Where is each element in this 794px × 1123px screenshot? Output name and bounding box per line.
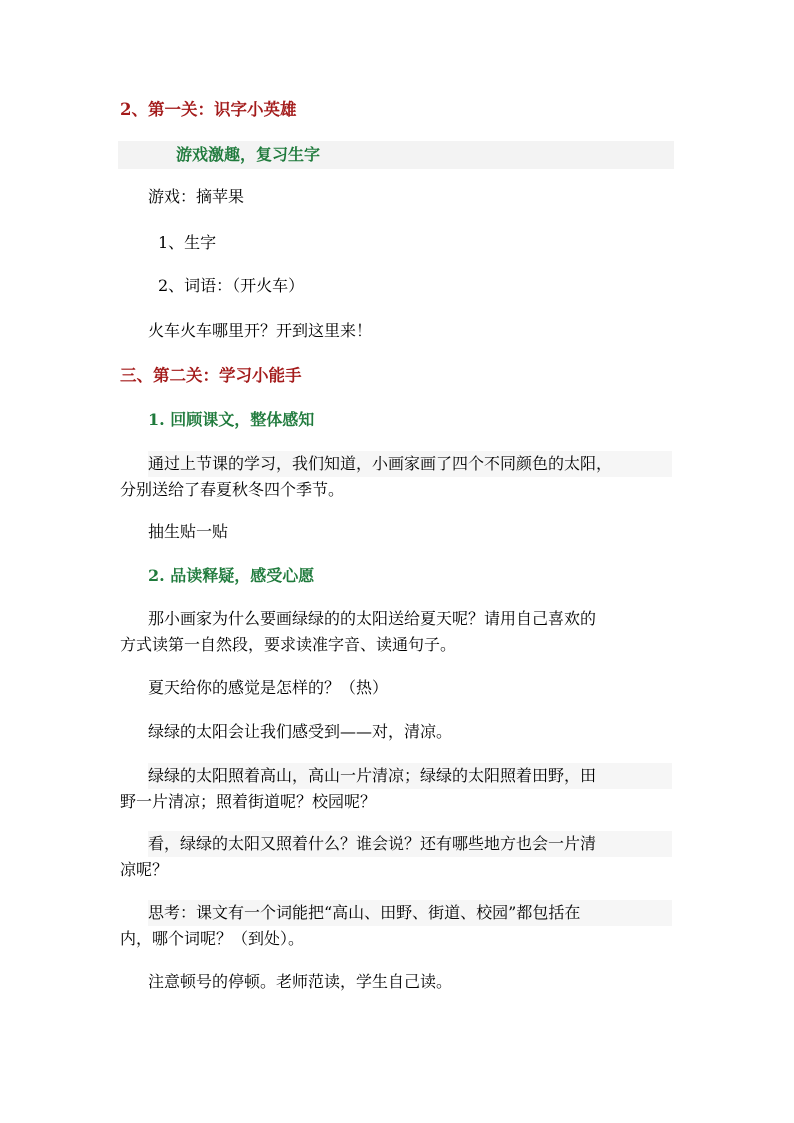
paragraph-5: 绿绿的太阳会让我们感受到——对，清凉。 [148,722,453,741]
paragraph-9: 注意顿号的停顿。老师范读，学生自己读。 [148,972,453,991]
list-item-2: 2、词语：（开火车） [158,276,305,295]
paragraph-2: 抽生贴一贴 [148,522,229,541]
paragraph-6-line-2: 野一片清凉；照着街道呢？校园呢？ [120,792,377,811]
game-line: 游戏：摘苹果 [148,187,245,206]
paragraph-1-line-2: 分别送给了春夏秋冬四个季节。 [120,480,345,499]
paragraph-4: 夏天给你的感觉是怎样的？（热） [148,678,389,697]
paragraph-3-line-2: 方式读第一自然段，要求读准字音、读通句子。 [120,635,457,654]
paragraph-7-line-2: 凉呢？ [120,860,169,879]
subheading-2: 2. 品读释疑，感受心愿 [148,566,315,585]
paragraph-6-line-1: 绿绿的太阳照着高山，高山一片清凉；绿绿的太阳照着田野，田 [148,763,672,789]
list-item-1: 1、生字 [158,233,217,252]
section-3-heading: 三、第二关：学习小能手 [120,366,302,385]
chant-line: 火车火车哪里开？开到这里来！ [148,321,373,340]
section-2-heading: 2、第一关：识字小英雄 [120,100,297,119]
subheading-1: 1. 回顾课文，整体感知 [148,410,315,429]
paragraph-1-line-1: 通过上节课的学习，我们知道，小画家画了四个不同颜色的太阳， [148,451,672,477]
paragraph-3-line-1: 那小画家为什么要画绿绿的的太阳送给夏天呢？请用自己喜欢的 [148,609,597,628]
paragraph-8-line-1: 思考：课文有一个词能把“高山、田野、街道、校园”都包括在 [148,900,672,926]
paragraph-7-line-1: 看，绿绿的太阳又照着什么？谁会说？还有哪些地方也会一片清 [148,831,672,857]
section-2-subheading: 游戏激趣，复习生字 [176,145,321,164]
paragraph-8-line-2: 内，哪个词呢？（到处）。 [120,929,305,948]
